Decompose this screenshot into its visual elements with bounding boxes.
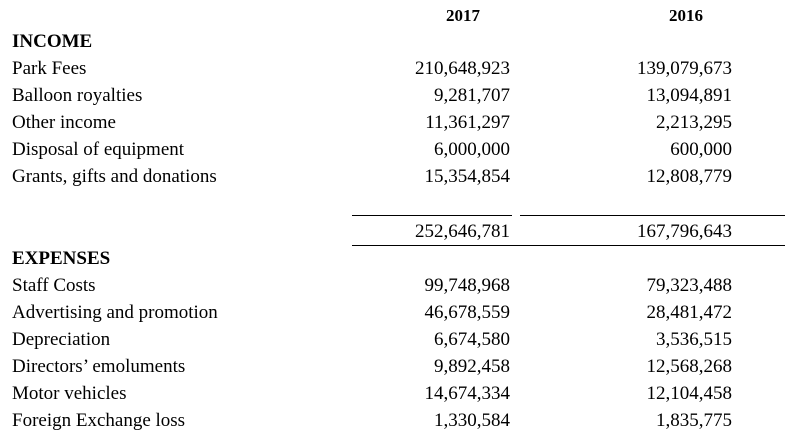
income-2016-disposal-of-equipment: 600,000 <box>670 139 732 160</box>
income-2017-other-income: 11,361,297 <box>425 112 510 133</box>
expense-2017-directors-emoluments: 9,892,458 <box>434 356 510 377</box>
income-2017-park-fees: 210,648,923 <box>415 58 510 79</box>
expense-2016-foreign-exchange-loss: 1,835,775 <box>656 410 732 431</box>
income-2017-balloon-royalties: 9,281,707 <box>434 85 510 106</box>
income-2016-park-fees: 139,079,673 <box>637 58 732 79</box>
expense-2016-directors-emoluments: 12,568,268 <box>646 356 732 377</box>
expense-label-foreign-exchange-loss: Foreign Exchange loss <box>12 410 186 431</box>
expense-2016-staff-costs: 79,323,488 <box>646 275 732 296</box>
expense-2017-advertising: 46,678,559 <box>424 302 510 323</box>
expenses-heading: EXPENSES <box>12 248 111 269</box>
expense-label-staff-costs: Staff Costs <box>12 275 96 296</box>
expense-label-directors-emoluments: Directors’ emoluments <box>12 356 186 377</box>
expense-2016-advertising: 28,481,472 <box>646 302 732 323</box>
expense-2016-motor-vehicles: 12,104,458 <box>646 383 732 404</box>
income-2016-balloon-royalties: 13,094,891 <box>646 85 732 106</box>
total-rule-2017 <box>352 215 512 216</box>
total-rule-bottom <box>352 245 785 246</box>
income-label-disposal-of-equipment: Disposal of equipment <box>12 139 185 160</box>
expense-2017-depreciation: 6,674,580 <box>434 329 510 350</box>
income-label-park-fees: Park Fees <box>12 58 87 79</box>
income-total-2016: 167,796,643 <box>637 221 732 242</box>
expense-label-motor-vehicles: Motor vehicles <box>12 383 127 404</box>
column-header-2017: 2017 <box>446 6 480 25</box>
expense-label-depreciation: Depreciation <box>12 329 111 350</box>
expense-2016-depreciation: 3,536,515 <box>656 329 732 350</box>
income-label-balloon-royalties: Balloon royalties <box>12 85 143 106</box>
column-header-2016: 2016 <box>669 6 703 25</box>
income-total-2017: 252,646,781 <box>415 221 510 242</box>
income-label-other-income: Other income <box>12 112 116 133</box>
expense-2017-foreign-exchange-loss: 1,330,584 <box>434 410 510 431</box>
income-2017-disposal-of-equipment: 6,000,000 <box>434 139 510 160</box>
expense-label-advertising: Advertising and promotion <box>12 302 218 323</box>
income-heading: INCOME <box>12 31 93 52</box>
income-2016-grants: 12,808,779 <box>646 166 732 187</box>
income-label-grants: Grants, gifts and donations <box>12 166 217 187</box>
expense-2017-staff-costs: 99,748,968 <box>424 275 510 296</box>
total-rule-2016 <box>520 215 785 216</box>
income-2017-grants: 15,354,854 <box>424 166 510 187</box>
income-2016-other-income: 2,213,295 <box>656 112 732 133</box>
expense-2017-motor-vehicles: 14,674,334 <box>424 383 510 404</box>
